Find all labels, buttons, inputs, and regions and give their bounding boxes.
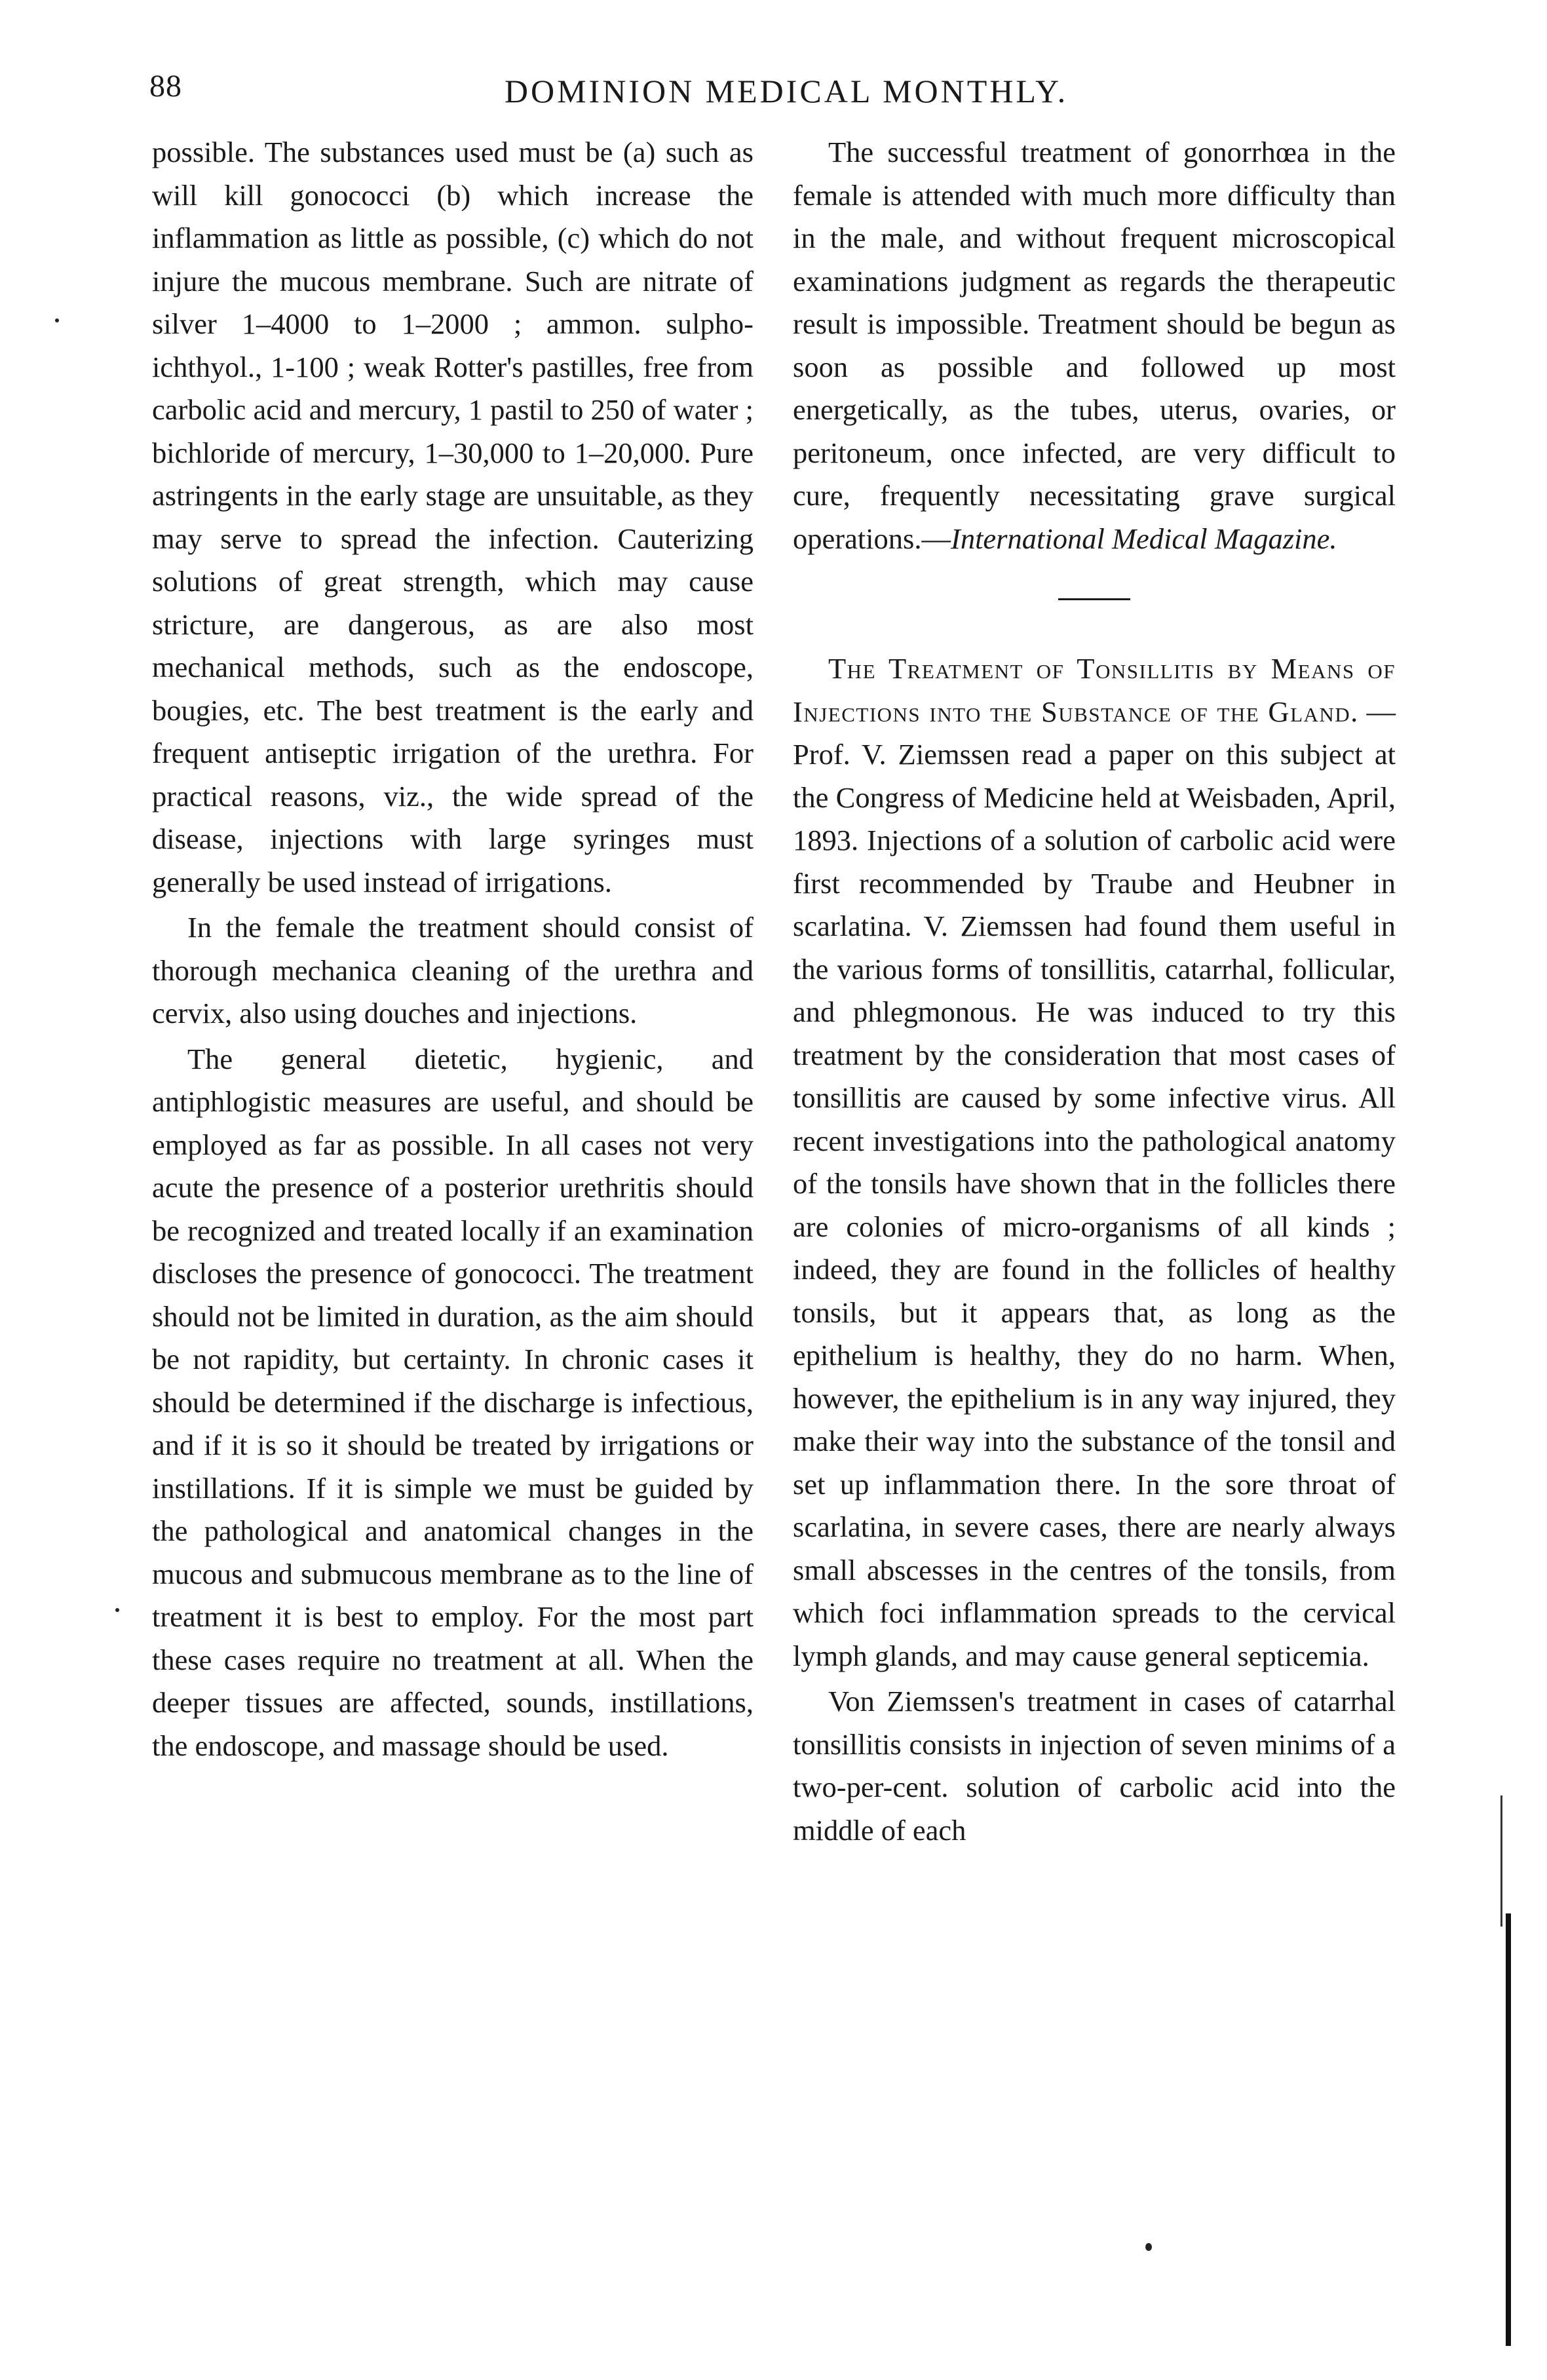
- right-column: [793, 131, 1396, 1852]
- right-paragraph-1: [793, 131, 1396, 560]
- right-paragraph-1-text: The successful treatment of gonorrhœa in the female is attended with much more difficulty than in the male, and without frequent microscopical examinations judgment as regards the therapeutic result is impossible. Treatment should be begun as soon as possible and followed up most energetically, as the tubes, uterus, ovaries, or peritoneum, once infected, are very difficult to cure, frequently necessitating grave surgical operations.—: [793, 136, 1396, 555]
- article-title: The Treatment of Tonsillitis by Means of Injections into the Substance of the Gland.: [793, 652, 1396, 728]
- right-paragraph-2-text: — Prof. V. Ziemssen read a paper on this subject at the Congress of Medicine held at Weisbaden, April, 1893. Injections of a solution of carbolic acid were first recommended by Traube and Heubner in scarlatina. V. Ziemssen had found them useful in the various forms of tonsillitis, catarrhal, follicular, and phlegmonous. He was induced to try this treatment by the consideration that most cases of tonsillitis are caused by some infective virus. All recent investigations into the pathological anatomy of the tonsils have shown that in the follicles there are colonies of micro-organisms of all kinds ; indeed, they are found in the follicles of healthy tonsils, but it appears that, as long as the epithelium is healthy, they do no harm. When, however, the epithelium is in any way injured, they make their way into the substance of the tonsil and set up inflammation there. In the sore throat of scarlatina, in severe cases, there are nearly always small abscesses in the centres of the tonsils, from which foci inflammation spreads to the cervical lymph glands, and may cause general septicemia.: [793, 695, 1396, 1672]
- scan-speck: [1145, 2243, 1152, 2251]
- citation-source: International Medical Magazine.: [951, 522, 1337, 555]
- scan-edge-mark: [1506, 1913, 1511, 2346]
- right-paragraph-3: Von Ziemssen's treatment in cases of catarrhal tonsillitis consists in injection of seven minims of a two-per-cent. solution of carbolic acid into the middle of each: [793, 1685, 1396, 1847]
- page-number: 88: [149, 69, 182, 104]
- scan-speck: [55, 318, 59, 322]
- left-paragraph-2: In the female the treatment should consist of thorough mechanica cleaning of the urethra and cervix, also using douches and injections.: [152, 911, 754, 1029]
- scan-speck: [115, 1608, 119, 1612]
- right-paragraph-2: [793, 647, 1396, 1678]
- section-divider: [1058, 598, 1130, 600]
- left-paragraph-1: possible. The substances used must be (a) such as will kill gonococci (b) which increase the inflammation as little as possible, (c) which do not injure the mucous membrane. Such are nitrate of silver 1–4000 to 1–2000 ; ammon. sulpho-ichthyol., 1-100 ; weak Rotter's pastilles, free from carbolic acid and mercury, 1 pastil to 250 of water ; bichloride of mercury, 1–30,000 to 1–20,000. Pure astringents in the early stage are unsuitable, as they may serve to spread the infection. Cauterizing solutions of great strength, which may cause stricture, are dangerous, as are also most mechanical methods, such as the endoscope, bougies, etc. The best treatment is the early and frequent antiseptic irrigation of the urethra. For practical reasons, viz., the wide spread of the disease, injections with large syringes must generally be used instead of irrigations.: [152, 136, 754, 898]
- left-column: [152, 131, 754, 1767]
- left-paragraph-3: The general dietetic, hygienic, and antiphlogistic measures are useful, and should be employed as far as possible. In all cases not very acute the presence of a posterior urethritis should be recognized and treated locally if an examination discloses the presence of gonococci. The treatment should not be limited in duration, as the aim should be not rapidity, but certainty. In chronic cases it should be determined if the discharge is infectious, and if it is so it should be treated by irrigations or instillations. If it is simple we must be guided by the pathological and anatomical changes in the mucous and submucous membrane as to the line of treatment it is best to employ. For the most part these cases require no treatment at all. When the deeper tissues are affected, sounds, instillations, the endoscope, and massage should be used.: [152, 1042, 754, 1762]
- running-head: DOMINION MEDICAL MONTHLY.: [504, 73, 1069, 109]
- scan-edge-mark-thin: [1500, 1795, 1502, 1927]
